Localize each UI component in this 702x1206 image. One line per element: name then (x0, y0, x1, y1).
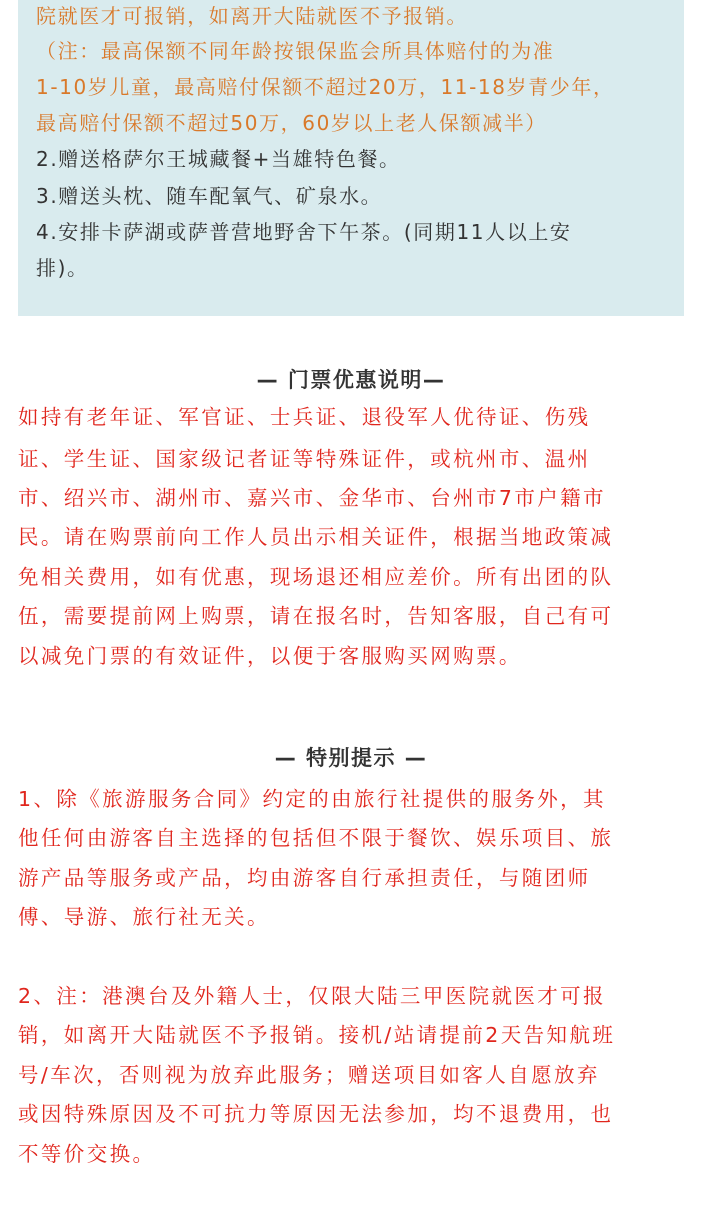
notice-p1-line-3: 游产品等服务或产品，均由游客自行承担责任，与随团师 (18, 866, 591, 890)
notice-p1-line-1: 1、除《旅游服务合同》约定的由旅行社提供的服务外，其 (18, 787, 606, 811)
notice-p2-line-4: 或因特殊原因及不可抗力等原因无法参加，均不退费用，也 (18, 1102, 614, 1126)
notice-p2-line-3: 号/车次，否则视为放弃此服务；赠送项目如客人自愿放弃 (18, 1063, 600, 1087)
ticket-line-6: 伍，需要提前网上购票，请在报名时，告知客服，自己有可 (18, 604, 614, 628)
itinerary-info-box (18, 0, 684, 316)
info-line-2: （注：最高保额不同年龄按银保监会所具体赔付的为准 (36, 39, 555, 63)
notice-p2-line-2: 销，如离开大陆就医不予报销。接机/站请提前2天告知航班 (18, 1023, 616, 1047)
ticket-line-7: 以减免门票的有效证件，以便于客服购买网购票。 (18, 644, 522, 668)
info-line-8: 排)。 (36, 256, 89, 280)
info-line-7: 4.安排卡萨湖或萨普营地野舍下午茶。(同期11人以上安 (36, 220, 572, 244)
notice-p2-line-5: 不等价交换。 (18, 1142, 156, 1166)
ticket-line-2: 证、学生证、国家级记者证等特殊证件，或杭州市、温州 (18, 447, 591, 471)
notice-p1-line-2: 他任何由游客自主选择的包括但不限于餐饮、娱乐项目、旅 (18, 826, 614, 850)
info-line-4: 最高赔付保额不超过50万，60岁以上老人保额减半） (36, 111, 547, 135)
ticket-line-4: 民。请在购票前向工作人员出示相关证件，根据当地政策减 (18, 525, 614, 549)
info-line-3: 1-10岁儿童，最高赔付保额不超过20万，11-18岁青少年， (36, 75, 615, 99)
info-line-5: 2.赠送格萨尔王城藏餐+当雄特色餐。 (36, 147, 401, 171)
ticket-line-5: 免相关费用，如有优惠，现场退还相应差价。所有出团的队 (18, 565, 614, 589)
ticket-line-3: 市、绍兴市、湖州市、嘉兴市、金华市、台州市7市户籍市 (18, 486, 606, 510)
info-line-1: 院就医才可报销，如离开大陆就医不予报销。 (36, 4, 468, 28)
notice-p1-line-4: 傅、导游、旅行社无关。 (18, 905, 270, 929)
ticket-line-1: 如持有老年证、军官证、士兵证、退役军人优待证、伤残 (18, 405, 591, 429)
ticket-discount-title: — 门票优惠说明— (256, 368, 446, 392)
special-notice-title: — 特别提示 — (274, 746, 428, 770)
info-line-6: 3.赠送头枕、随车配氧气、矿泉水。 (36, 184, 383, 208)
notice-p2-line-1: 2、注：港澳台及外籍人士，仅限大陆三甲医院就医才可报 (18, 984, 606, 1008)
